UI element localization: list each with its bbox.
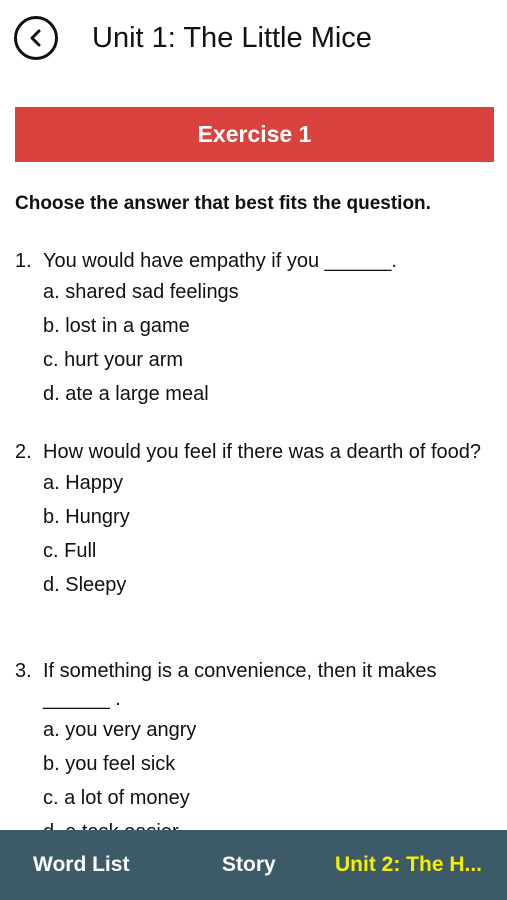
question-2 [15,438,485,602]
answer-option[interactable]: b. Hungry [43,506,130,528]
exercise-banner: Exercise 1 [15,107,494,162]
bottom-nav [0,830,507,900]
question-1 [15,247,485,411]
answer-option[interactable]: a. you very angry [43,719,197,741]
page-title: Unit 1: The Little Mice [92,22,372,54]
answer-option[interactable]: a. shared sad feelings [43,281,239,303]
question-text: You would have empathy if you ______. [43,250,397,272]
nav-next-unit[interactable]: Unit 2: The H... [335,853,482,876]
answer-option[interactable]: a. Happy [43,472,124,494]
answer-option[interactable]: b. you feel sick [43,753,176,775]
nav-word-list[interactable]: Word List [33,853,130,876]
header [0,0,507,85]
chevron-left-icon [26,28,46,48]
nav-story[interactable]: Story [222,853,276,876]
question-3 [15,657,485,849]
answer-option[interactable]: b. lost in a game [43,315,190,337]
question-number: 2. [15,441,32,463]
answer-option[interactable]: d. Sleepy [43,574,127,596]
answer-option[interactable]: d. ate a large meal [43,383,209,405]
instructions-text: Choose the answer that best fits the question. [15,193,431,214]
answer-option[interactable]: c. a lot of money [43,787,190,809]
question-text: How would you feel if there was a dearth of food? [43,441,482,463]
answer-option[interactable]: c. hurt your arm [43,349,184,371]
question-number: 3. [15,660,32,682]
question-number: 1. [15,250,32,272]
question-text: If something is a convenience, then it makes ______ . [43,660,437,710]
answer-option[interactable]: c. Full [43,540,97,562]
back-button[interactable] [14,16,58,60]
